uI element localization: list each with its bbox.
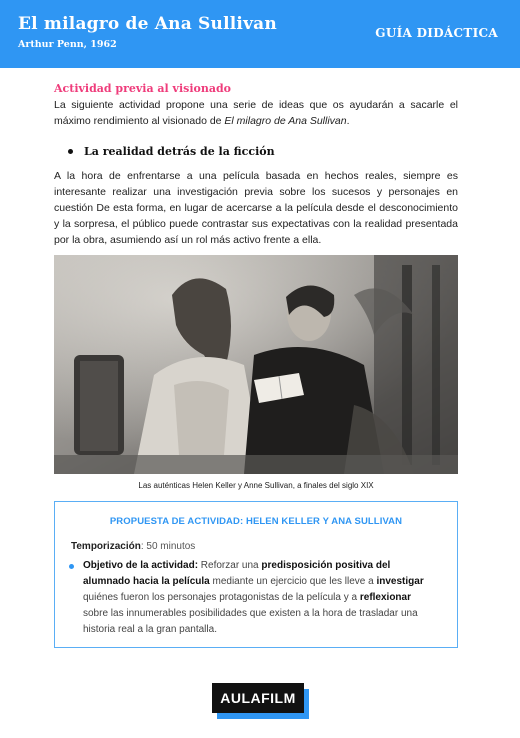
temporization (71, 541, 195, 552)
bullet-icon (69, 564, 74, 569)
activity-title: PROPUESTA DE ACTIVIDAD: HELEN KELLER Y ANA SULLIVAN (109, 516, 403, 527)
logo-text: AULAFILM (212, 683, 304, 713)
objective-text: sobre las innumerables posibilidades que existen a la hora de trasladar una historia real a la gran pantalla. (83, 608, 418, 635)
aulafilm-logo (212, 683, 309, 719)
guide-label: GUÍA DIDÁCTICA (375, 26, 498, 40)
page-header (0, 0, 520, 68)
section-bullet (68, 145, 458, 158)
photo-illustration (54, 255, 458, 474)
activity-objective (83, 558, 429, 638)
section-title: La realidad detrás de la ficción (84, 145, 275, 158)
objective-label: Objetivo de la actividad: (83, 560, 199, 571)
objective-bold: investigar (376, 576, 424, 587)
historical-photo (54, 255, 458, 474)
film-credit: Arthur Penn, 1962 (18, 39, 117, 50)
objective-bold: predisposición positiva del alumnado hacia la película (83, 560, 391, 587)
objective-text: Reforzar una (198, 560, 262, 571)
intro-text-end: . (346, 115, 350, 127)
objective-text: quiénes fueron los personajes protagonistas de la película y a (83, 592, 360, 603)
temporization-value: : 50 minutos (140, 541, 196, 552)
objective-text: mediante un ejercicio que les lleve a (209, 576, 377, 587)
activity-heading: Actividad previa al visionado (54, 82, 231, 95)
intro-paragraph (54, 97, 458, 129)
intro-text: La siguiente actividad propone una serie de ideas que os ayudarán a sacarle el máximo rendimiento al visionado de (54, 99, 458, 127)
temporization-label: Temporización (71, 541, 141, 552)
photo-caption: Las auténticas Helen Keller y Anne Sullivan, a finales del siglo XIX (138, 481, 374, 490)
main-content (54, 82, 458, 248)
activity-box (54, 501, 458, 648)
objective-bold: reflexionar (359, 592, 411, 603)
section-paragraph: A la hora de enfrentarse a una película basada en hechos reales, siempre es interesante realizar una investigación previa sobre los sucesos y personajes en cuestión De esta forma, en lugar de acercarse a la película desde el desconocimiento y la sorpresa, el público puede contrastar sus expectativas con la realidad presentada por la obra, asumiendo así un rol más activo frente a ella. (54, 170, 458, 246)
intro-film-title: El milagro de Ana Sullivan (224, 115, 347, 127)
film-title: El milagro de Ana Sullivan (18, 14, 277, 34)
bullet-icon (68, 149, 73, 154)
